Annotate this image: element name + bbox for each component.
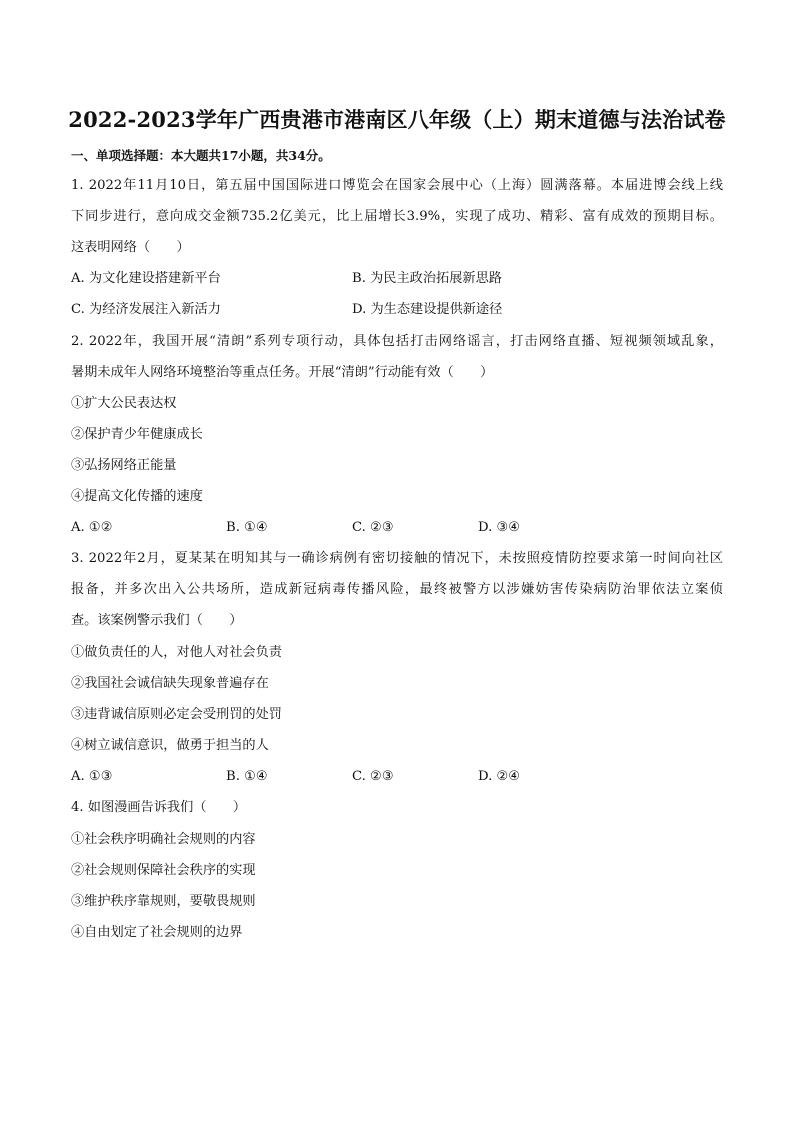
question-1-option-a: A. 为文化建设搭建新平台 xyxy=(71,271,221,286)
question-1-line-1: 1. 2022年11月10日，第五届中国国际进口博览会在国家会展中心（上海）圆满落幕。本届进博会线上线 xyxy=(71,178,723,193)
question-2-option-d: D. ③④ xyxy=(478,520,521,535)
question-4-statement-3: ③维护秩序靠规则，要敬畏规则 xyxy=(71,894,256,909)
question-3-line-2: 报备，并多次出入公共场所，造成新冠病毒传播风险，最终被警方以涉嫌妨害传染病防治罪依法立案侦 xyxy=(71,582,723,597)
question-2-statement-4: ④提高文化传播的速度 xyxy=(71,489,203,504)
question-3-line-3: 查。该案例警示我们（ ） xyxy=(71,613,243,628)
question-4-statement-2: ②社会规则保障社会秩序的实现 xyxy=(71,863,256,878)
question-2-statement-1: ①扩大公民表达权 xyxy=(71,396,177,411)
question-1-option-d: D. 为生态建设提供新途径 xyxy=(352,302,503,317)
question-2-statement-2: ②保护青少年健康成长 xyxy=(71,427,203,442)
question-2-option-b: B. ①④ xyxy=(226,520,268,535)
question-3-statement-1: ①做负责任的人，对他人对社会负责 xyxy=(71,645,282,660)
question-2-option-a: A. ①② xyxy=(71,520,113,535)
question-2-line-2: 暑期未成年人网络环境整治等重点任务。开展“清朗”行动能有效（ ） xyxy=(71,365,494,380)
question-4-line-1: 4. 如图漫画告诉我们（ ） xyxy=(71,800,247,815)
section-heading: 一、单项选择题：本大题共17小题，共34分。 xyxy=(71,148,331,163)
question-3-statement-4: ④树立诚信意识，做勇于担当的人 xyxy=(71,738,269,753)
question-3-option-c: C. ②③ xyxy=(352,769,394,784)
exam-title: 2022-2023学年广西贵港市港南区八年级（上）期末道德与法治试卷 xyxy=(68,107,726,132)
question-3-line-1: 3. 2022年2月，夏某某在明知其与一确诊病例有密切接触的情况下，未按照疫情防控要求第一时间向社区 xyxy=(71,551,723,566)
question-3-statement-3: ③违背诚信原则必定会受刑罚的处罚 xyxy=(71,707,282,722)
question-2-option-c: C. ②③ xyxy=(352,520,394,535)
question-2-line-1: 2. 2022年，我国开展“清朗”系列专项行动，具体包括打击网络谣言，打击网络直播、短视频领域乱象， xyxy=(71,334,723,349)
question-3-option-b: B. ①④ xyxy=(226,769,268,784)
question-1-line-2: 下同步进行，意向成交金额735.2亿美元，比上届增长3.9%，实现了成功、精彩、富有成效的预期目标。 xyxy=(71,209,723,224)
question-3-statement-2: ②我国社会诚信缺失现象普遍存在 xyxy=(71,676,269,691)
question-4-statement-1: ①社会秩序明确社会规则的内容 xyxy=(71,832,256,847)
question-4-statement-4: ④自由划定了社会规则的边界 xyxy=(71,925,243,940)
question-3-option-d: D. ②④ xyxy=(478,769,521,784)
question-1-option-b: B. 为民主政治拓展新思路 xyxy=(352,271,502,286)
question-1-option-c: C. 为经济发展注入新活力 xyxy=(71,302,221,317)
question-2-statement-3: ③弘扬网络正能量 xyxy=(71,458,177,473)
question-3-option-a: A. ①③ xyxy=(71,769,113,784)
question-1-line-3: 这表明网络（ ） xyxy=(71,240,190,255)
